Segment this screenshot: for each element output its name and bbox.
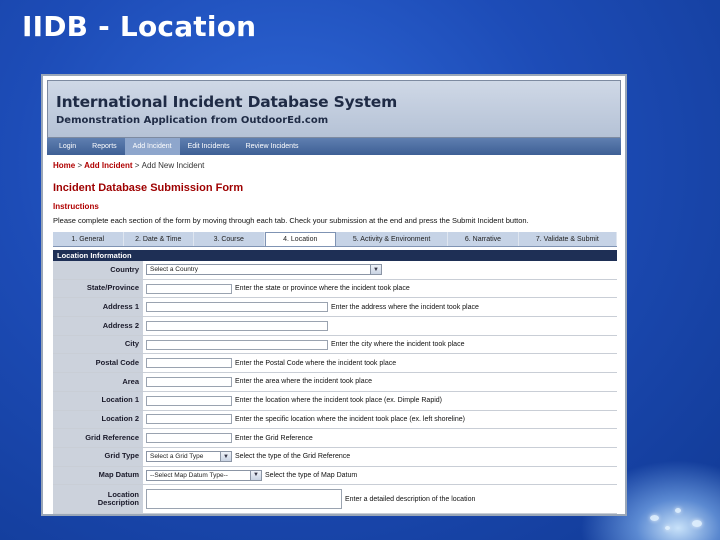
slide-title: IIDB - Location	[22, 10, 257, 43]
field-label: Postal Code	[53, 354, 143, 372]
tab-general[interactable]: 1. General	[53, 232, 124, 246]
chevron-down-icon[interactable]: ▼	[250, 471, 261, 480]
breadcrumb-add-incident[interactable]: Add Incident	[84, 161, 133, 170]
country-select[interactable]	[146, 264, 382, 275]
form-row-location2	[53, 411, 617, 430]
app-header	[47, 80, 621, 138]
location-description-textarea[interactable]	[146, 489, 342, 509]
form-row-map-datum	[53, 467, 617, 486]
water-drop	[692, 520, 702, 527]
field-hint: Enter a detailed description of the location	[345, 495, 476, 503]
field-hint: Enter the Grid Reference	[235, 434, 313, 442]
area-input[interactable]	[146, 377, 232, 387]
field-label-line: Description	[97, 498, 139, 508]
form-row-grid-reference	[53, 429, 617, 448]
tab-activity-environment[interactable]: 5. Activity & Environment	[336, 232, 448, 246]
form-row-country	[53, 261, 617, 280]
field-label: City	[53, 336, 143, 354]
address2-input[interactable]	[146, 321, 328, 331]
water-drop	[650, 515, 659, 521]
map-datum-select[interactable]	[146, 470, 262, 481]
tab-validate-submit[interactable]: 7. Validate & Submit	[519, 232, 617, 246]
field-label: Grid Reference	[53, 429, 143, 447]
breadcrumb-current: Add New Incident	[141, 161, 205, 170]
tab-date-time[interactable]: 2. Date & Time	[124, 232, 195, 246]
state-input[interactable]	[146, 284, 232, 294]
field-label: Address 2	[53, 317, 143, 335]
field-hint: Enter the area where the incident took place	[235, 378, 372, 386]
field-label: State/Province	[53, 280, 143, 298]
field-label: Location 2	[53, 411, 143, 429]
water-drop	[675, 508, 681, 513]
nav-reports[interactable]: Reports	[92, 143, 117, 150]
form-row-address2	[53, 317, 617, 336]
select-value: Select a Grid Type	[150, 453, 204, 461]
form-row-address1	[53, 298, 617, 317]
form-row-state	[53, 280, 617, 299]
tab-narrative[interactable]: 6. Narrative	[448, 232, 519, 246]
app-subtitle: Demonstration Application from OutdoorEd.com	[56, 115, 329, 126]
location-form	[53, 261, 617, 514]
field-label: Address 1	[53, 298, 143, 316]
form-title: Incident Database Submission Form	[53, 182, 244, 194]
field-hint: Enter the Postal Code where the incident took place	[235, 359, 397, 367]
form-tabs	[53, 232, 617, 247]
section-header: Location Information	[53, 250, 617, 261]
breadcrumb-separator: >	[134, 161, 140, 170]
breadcrumb-home[interactable]: Home	[53, 161, 76, 170]
form-row-location-description	[53, 485, 617, 514]
tab-course[interactable]: 3. Course	[194, 232, 265, 246]
chevron-down-icon[interactable]: ▼	[220, 452, 231, 461]
form-row-postal	[53, 354, 617, 373]
field-label-line: Location	[107, 489, 139, 499]
field-label: Grid Type	[53, 448, 143, 466]
location2-input[interactable]	[146, 414, 232, 424]
grid-reference-input[interactable]	[146, 433, 232, 443]
field-label	[53, 485, 143, 513]
field-label: Map Datum	[53, 467, 143, 485]
field-hint: Enter the city where the incident took place	[331, 341, 465, 349]
instructions-text: Please complete each section of the form by moving through each tab. Check your submission at the end and press the Submit Incident button.	[53, 216, 529, 225]
top-nav	[47, 138, 621, 155]
grid-type-select[interactable]	[146, 451, 232, 462]
select-value: Select a Country	[150, 266, 199, 274]
nav-review-incidents[interactable]: Review Incidents	[245, 143, 299, 150]
field-label: Area	[53, 373, 143, 391]
field-hint: Select the type of Map Datum	[265, 471, 358, 479]
tab-location[interactable]: 4. Location	[265, 232, 337, 246]
field-hint: Enter the address where the incident took place	[331, 303, 479, 311]
nav-edit-incidents[interactable]: Edit Incidents	[187, 143, 230, 150]
chevron-down-icon[interactable]: ▼	[370, 265, 381, 274]
breadcrumb-separator: >	[77, 161, 83, 170]
field-hint: Enter the state or province where the incident took place	[235, 285, 410, 293]
address1-input[interactable]	[146, 302, 328, 312]
form-row-area	[53, 373, 617, 392]
app-screenshot	[41, 74, 627, 516]
location1-input[interactable]	[146, 396, 232, 406]
field-label: Location 1	[53, 392, 143, 410]
breadcrumb	[53, 161, 625, 170]
nav-add-incident[interactable]: Add Incident	[125, 138, 180, 155]
city-input[interactable]	[146, 340, 328, 350]
field-hint: Select the type of the Grid Reference	[235, 453, 351, 461]
form-row-city	[53, 336, 617, 355]
water-drop	[665, 526, 670, 530]
form-row-grid-type	[53, 448, 617, 467]
field-label: Country	[53, 261, 143, 279]
instructions-heading: Instructions	[53, 202, 99, 211]
app-title: International Incident Database System	[56, 93, 398, 111]
select-value: --Select Map Datum Type--	[150, 471, 228, 479]
postal-code-input[interactable]	[146, 358, 232, 368]
form-row-location1	[53, 392, 617, 411]
nav-login[interactable]: Login	[59, 143, 77, 150]
field-hint: Enter the specific location where the incident took place (ex. left shoreline)	[235, 415, 465, 423]
field-hint: Enter the location where the incident took place (ex. Dimple Rapid)	[235, 397, 442, 405]
